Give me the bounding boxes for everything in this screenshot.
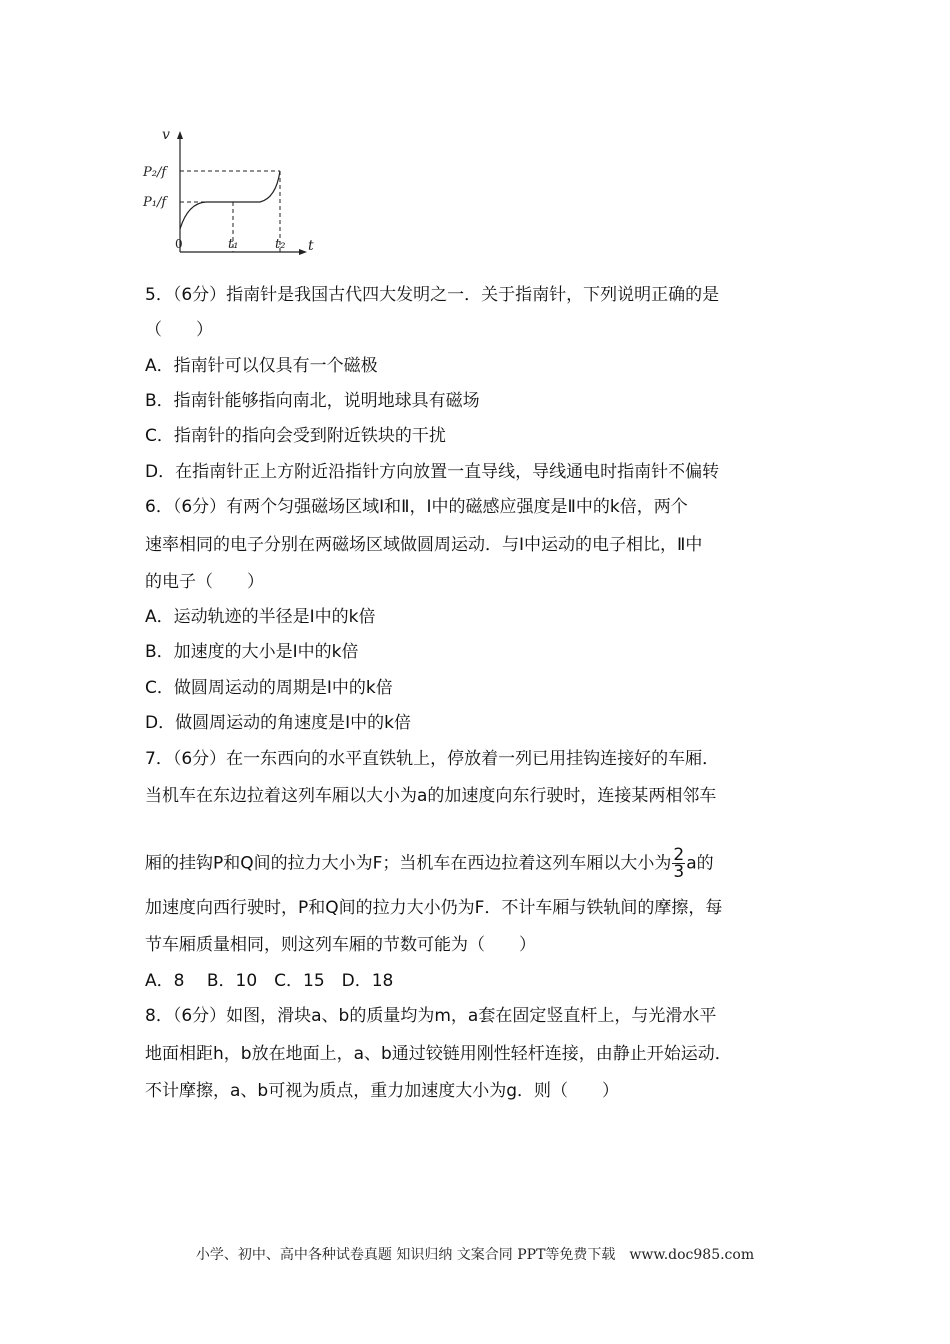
q8-stem-line-3: 不计摩擦，a、b可视为质点，重力加速度大小为g．则（ ）	[145, 1081, 619, 1101]
q6-option-d: D．做圆周运动的角速度是Ⅰ中的k倍	[145, 713, 411, 733]
fraction-two-thirds	[672, 847, 685, 880]
q6-stem-line-2: 速率相同的电子分别在两磁场区域做圆周运动．与Ⅰ中运动的电子相比，Ⅱ中	[145, 535, 703, 555]
q5-stem-line-2: （ ）	[145, 320, 213, 340]
q8-stem-line-2: 地面相距h，b放在地面上，a、b通过铰链用刚性轻杆连接，由静止开始运动．	[145, 1044, 732, 1064]
y-label-high: P₂/f	[143, 165, 167, 180]
y-axis-label: v	[162, 127, 170, 143]
y-label-low: P₁/f	[143, 195, 167, 210]
fraction-numerator: 2	[673, 845, 685, 865]
y-axis-arrow	[177, 131, 183, 139]
q5-stem-line-1: 5．（6分）指南针是我国古代四大发明之一．关于指南针，下列说明正确的是	[145, 285, 720, 305]
q7-stem-line-1: 7．（6分）在一东西向的水平直铁轨上，停放着一列已用挂钩连接好的车厢．	[145, 749, 720, 769]
q7-options: A．8 B．10 C．15 D．18	[145, 971, 394, 991]
q7-stem-line-4: 加速度向西行驶时，P和Q间的拉力大小仍为F．不计车厢与铁轨间的摩擦，每	[145, 898, 723, 918]
q6-stem-line-3: 的电子（ ）	[145, 572, 264, 592]
x-label-t2: t₂	[275, 237, 286, 252]
q7-stem-line-3-after: a的	[686, 853, 714, 874]
q6-stem-line-1: 6．（6分）有两个匀强磁场区域Ⅰ和Ⅱ，I中的磁感应强度是Ⅱ中的k倍，两个	[145, 497, 688, 517]
x-label-t1: t₁	[228, 237, 239, 252]
velocity-time-graph	[140, 125, 340, 265]
q5-option-d: D．在指南针正上方附近沿指针方向放置一直导线，导线通电时指南针不偏转	[145, 462, 720, 482]
q5-option-c: C．指南针的指向会受到附近铁块的干扰	[145, 426, 446, 446]
q5-option-a: A．指南针可以仅具有一个磁极	[145, 356, 378, 376]
fraction-denominator: 3	[673, 862, 685, 882]
origin-label: 0	[175, 237, 183, 251]
page-footer: 小学、初中、高中各种试卷真题 知识归纳 文案合同 PPT等免费下载 www.doc985.com	[195, 1247, 755, 1263]
x-axis-label: t	[308, 238, 314, 254]
q5-option-b: B．指南针能够指向南北，说明地球具有磁场	[145, 391, 480, 411]
q6-option-c: C．做圆周运动的周期是Ⅰ中的k倍	[145, 678, 393, 698]
q8-stem-line-1: 8．（6分）如图，滑块a、b的质量均为m，a套在固定竖直杆上，与光滑水平	[145, 1006, 717, 1026]
velocity-curve	[180, 171, 280, 229]
q7-stem-line-5: 节车厢质量相同，则这列车厢的节数可能为（ ）	[145, 935, 536, 955]
q6-option-b: B．加速度的大小是Ⅰ中的k倍	[145, 642, 359, 662]
q7-stem-line-3-before: 厢的挂钩P和Q间的拉力大小为F；当机车在西边拉着这列车厢以大小为	[145, 853, 672, 874]
q6-option-a: A．运动轨迹的半径是Ⅰ中的k倍	[145, 607, 376, 627]
q7-stem-line-3	[145, 847, 714, 880]
x-axis-arrow	[299, 249, 307, 255]
q7-stem-line-2: 当机车在东边拉着这列车厢以大小为a的加速度向东行驶时，连接某两相邻车	[145, 786, 717, 806]
